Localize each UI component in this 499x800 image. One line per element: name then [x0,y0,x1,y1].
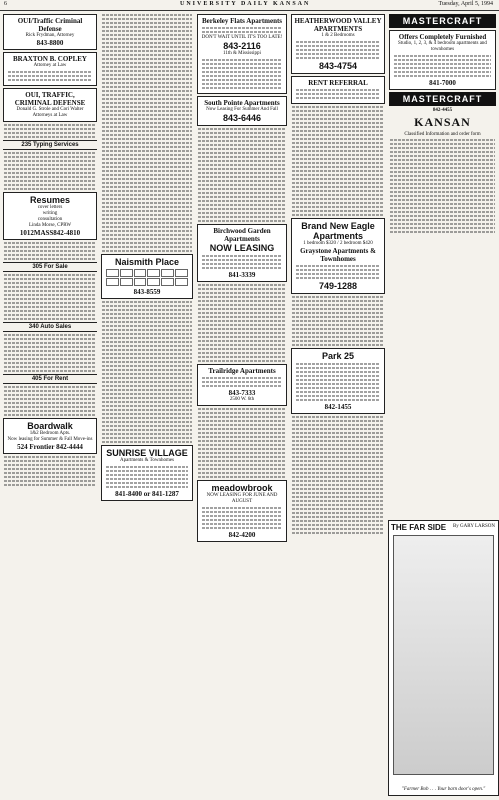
ad-title: Brand New Eagle Apartments [301,221,375,241]
ad-resumes [3,192,97,240]
far-side-cartoon [388,520,499,796]
cartoon-caption: "Farmer Bob . . . Your barn door's open." [401,787,486,792]
ad-title: HEATHERWOOD VALLEY APARTMENTS [294,17,382,33]
ad-phone: 524 Frontier 842-4444 [17,443,83,451]
ad-rent-referral [291,76,385,104]
column-5 [388,12,497,515]
ad-sub: consultation [37,217,63,222]
ad-title: Berkeley Flats Apartments [201,17,283,25]
ad-meadowbrook [197,480,287,542]
ad-title: Offers Completely Furnished [398,33,487,41]
ad-title: BRAXTON B. COPLEY [13,55,87,63]
ad-title: Naismith Place [114,257,180,267]
ad-sub: Graystone Apartments & Townhomes [300,247,376,263]
column-4 [290,12,386,798]
cartoon-title: THE FAR SIDE [391,523,447,532]
section-typing: 235 Typing Services [3,140,97,150]
ad-address: 11th & Mississippi [223,51,261,56]
ad-title: South Pointe Apartments [204,99,280,107]
cartoon-byline: By GARY LARSON [452,524,495,529]
ad-phone: 841-7000 [429,79,456,87]
ad-sunrise [101,445,193,501]
ad-sub: Now leasing for Summer & Fall Move-ins [7,437,93,442]
ad-phone: 843-8559 [133,288,161,296]
ad-phone: 843-2116 [223,41,261,51]
ad-strole [3,88,97,122]
ad-phone: 841-3339 [228,271,256,279]
ad-berkeley [197,14,287,94]
ad-mastercraft-2: MASTERCRAFT [389,92,496,106]
ad-title: meadowbrook [211,483,273,493]
ad-phone: 749-1288 [318,281,358,291]
section-auto-sales: 340 Auto Sales [3,322,97,332]
ad-birchwood [197,224,287,282]
ad-sub: Donald G. Strole and Cori Walter [16,107,84,112]
page-header [0,0,499,11]
ad-phone: 842-4200 [228,531,256,539]
ad-trailridge [197,364,287,406]
ad-title: SUNRISE VILLAGE [106,448,188,458]
ad-sub: Studio, 1, 2, 3, & 4 bedroom apartments and townhomes [398,41,487,52]
ad-offers [389,30,496,90]
ad-phone: 843-6446 [222,113,262,123]
ad-sub: Now Leasing For Summer And Fall [206,107,278,112]
section-for-rent: 405 For Rent [3,374,97,384]
ad-sub: 1 & 2 Bedrooms [321,33,355,38]
ad-southpointe [197,96,287,126]
ad-title: OUI, TRAFFIC, CRIMINAL DEFENSE [14,91,86,107]
ad-sub: DON'T WAIT UNTIL IT'S TOO LATE! [201,35,283,40]
ad-sub: writing [42,211,58,216]
ad-boardwalk [3,418,97,454]
ad-sub: Rick Frydman, Attorney [25,33,75,38]
ad-sub: Attorneys at Law [32,113,68,118]
ad-title: Birchwood Garden Apartments [213,227,271,243]
ad-phone: 842-4455 [432,108,453,113]
cartoon-image [393,535,494,775]
column-3 [196,12,288,798]
ad-address: 2500 W. 6th [229,397,255,402]
ad-sub: cover letters [37,205,63,210]
ad-phone: 1012MASS842-4810 [19,229,81,237]
ad-title: RENT REFERRAL [308,79,368,87]
column-1 [2,12,98,798]
ad-park25 [291,348,385,414]
masthead: UNIVERSITY DAILY KANSAN [180,1,311,7]
ad-title: Resumes [29,195,71,205]
ad-phone: 843-7333 [228,389,256,397]
kansan-logo: KANSAN [414,115,471,129]
ad-phone: 843-8800 [36,39,64,47]
ad-sub: Attorney at Law [33,63,67,68]
kansan-subtitle: Classified Information and order form [404,132,481,137]
ad-phone: 841-8400 or 841-1287 [115,490,179,498]
ad-title: OUI/Traffic Criminal Defense [17,17,83,33]
ad-sub: 1 bedroom $320 / 2 bedroom $420 [303,241,373,246]
ad-phone: 843-4754 [318,61,358,71]
ad-heatherwood [291,14,385,74]
ad-title: Boardwalk [27,421,73,431]
column-2 [100,12,194,798]
ad-oui-traffic [3,14,97,50]
issue-date: Tuesday, April 5, 1994 [438,1,493,7]
ad-eagle [291,218,385,294]
ad-sub: NOW LEASING FOR JUNE AND AUGUST [206,493,278,504]
ad-sub: NOW LEASING [209,243,275,253]
ad-name: Linda Morse, CPRW [28,223,72,228]
ad-sub: Apartments & Townhomes [120,458,174,463]
ad-sub: 1&2 Bedroom Apts. [29,431,71,436]
section-for-sale: 305 For Sale [3,262,97,272]
ad-title: Park 25 [321,351,355,361]
ad-copley [3,52,97,86]
page-number: 6 [4,1,7,7]
ad-phone: 842-1455 [324,403,352,411]
ad-mastercraft-1: MASTERCRAFT [389,14,496,28]
ad-title: Trailridge Apartments [208,367,276,375]
ad-naismith [101,254,193,299]
